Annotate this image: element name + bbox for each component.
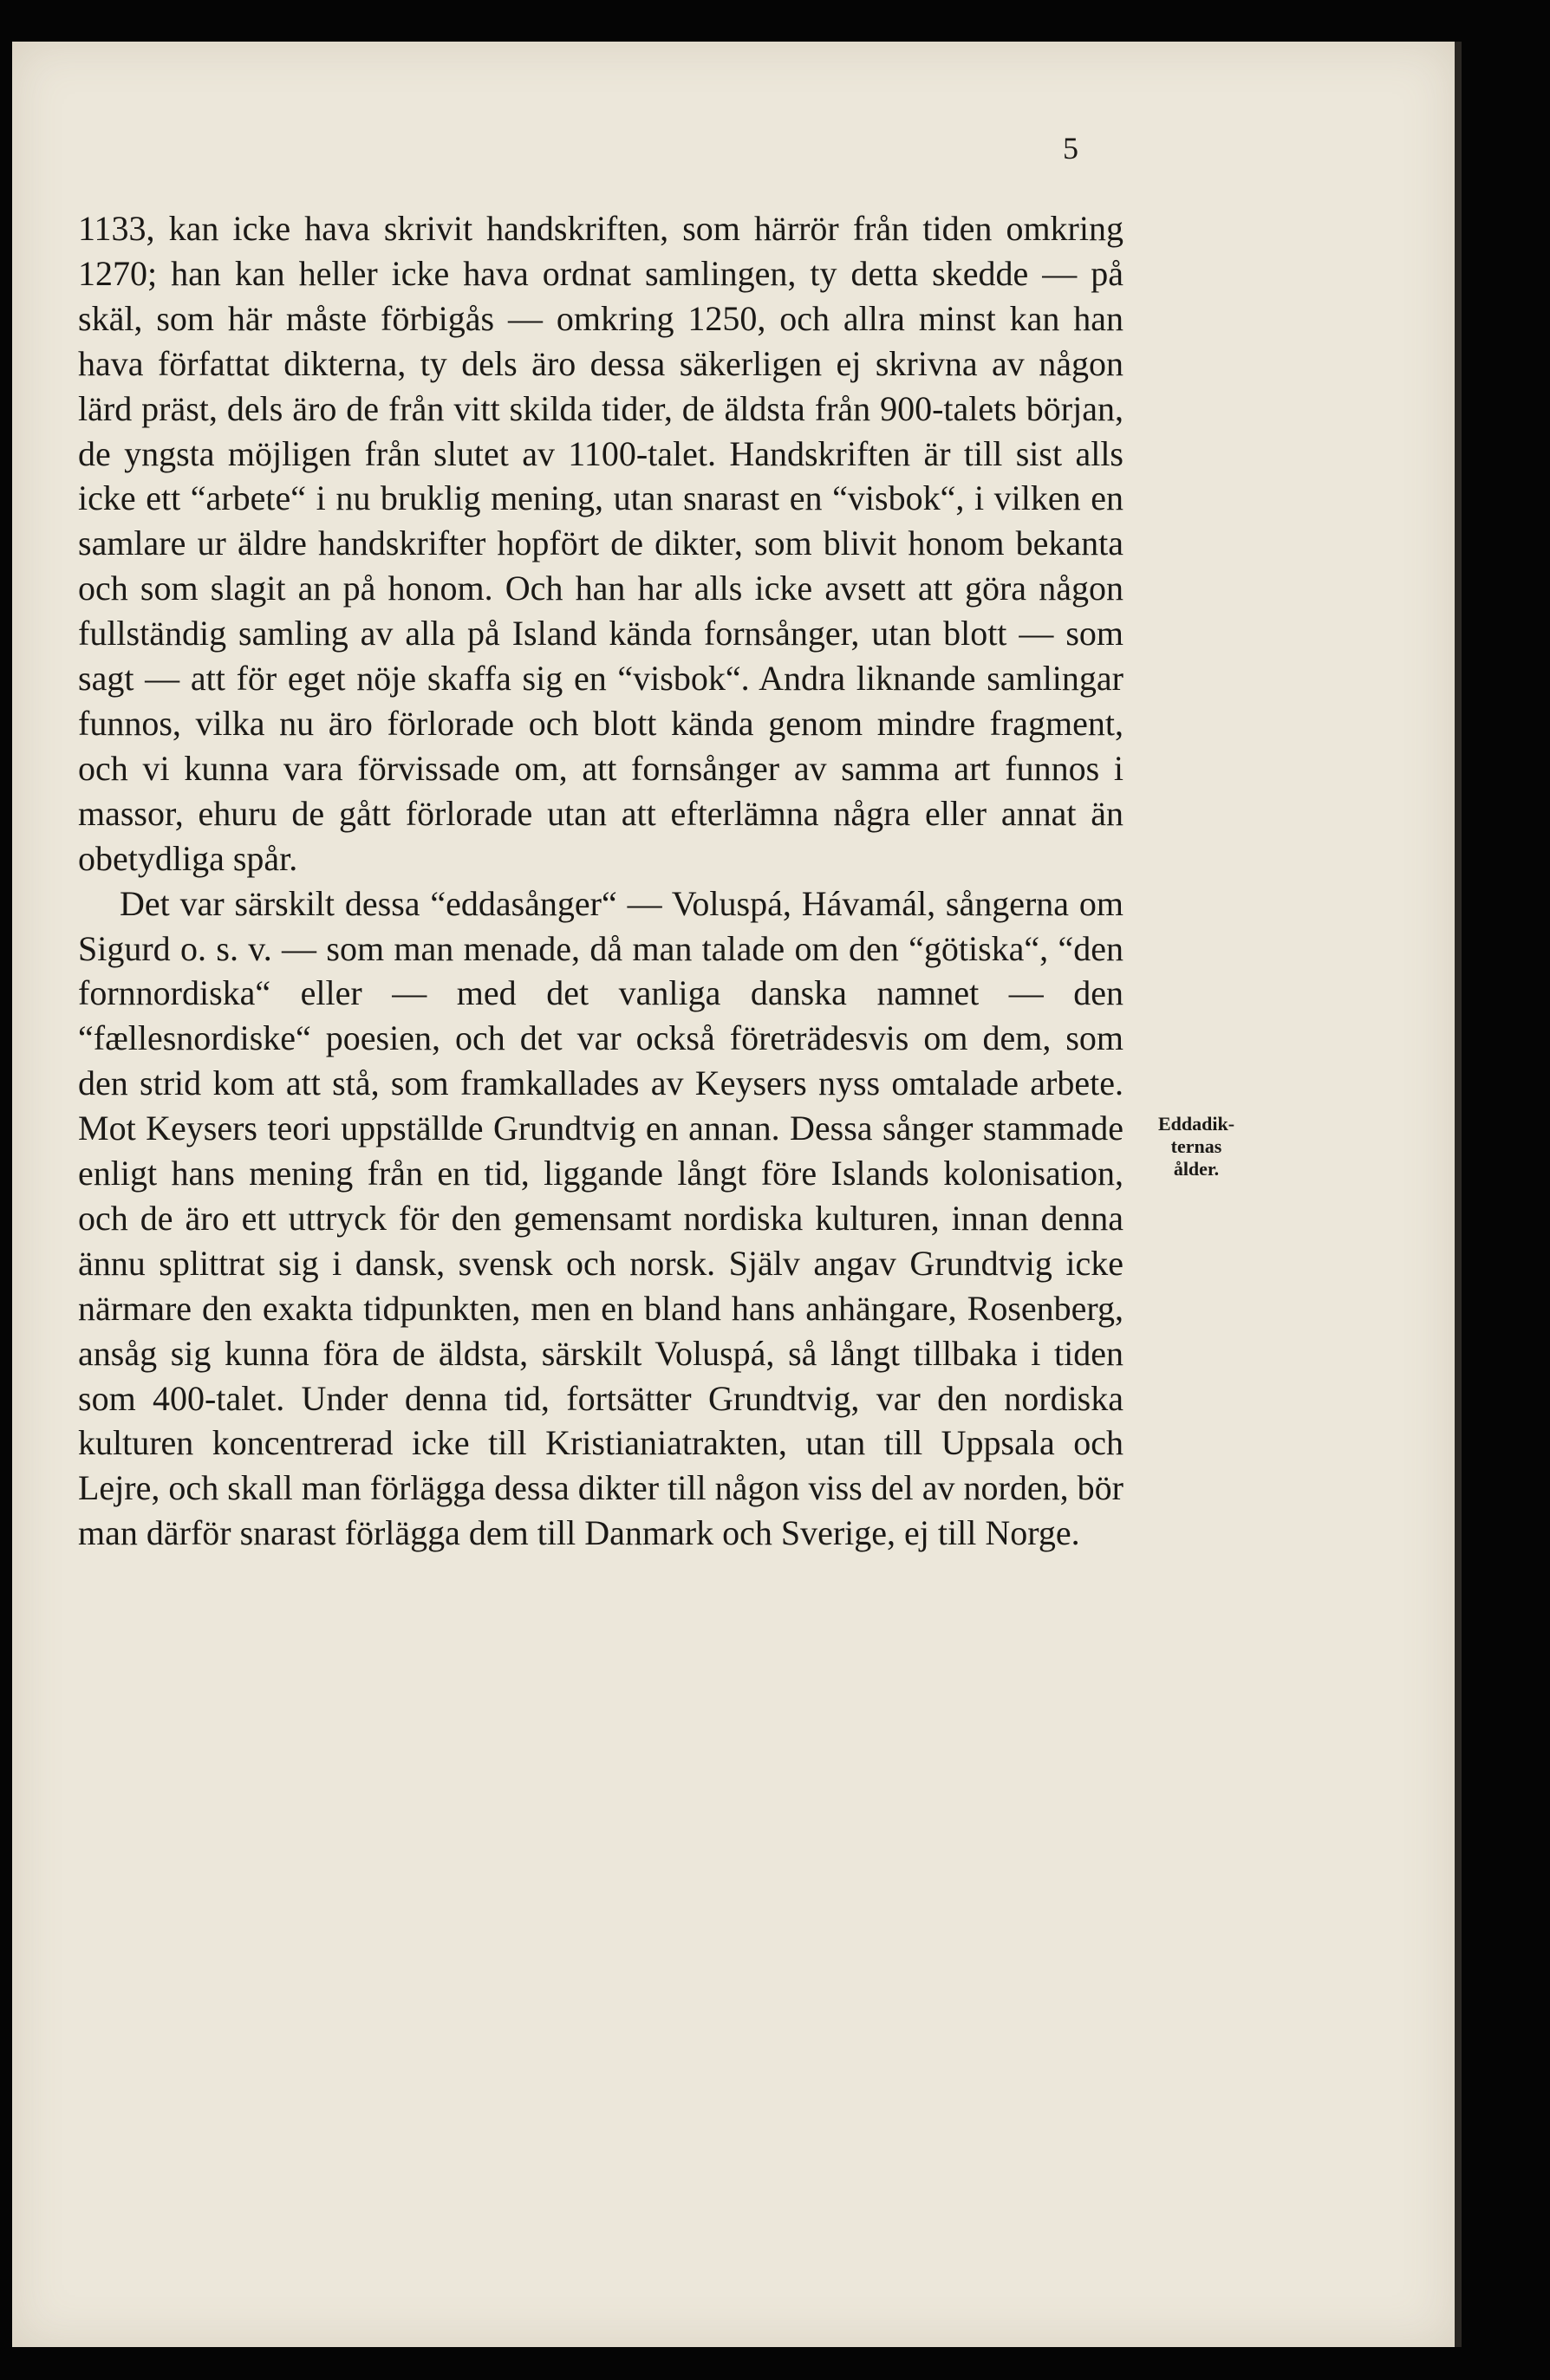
page-number: 5 [1063,131,1078,166]
body-text [78,206,1123,1556]
page-edge [1455,42,1462,2347]
margin-note: Eddadik- ternas ålder. [1157,1113,1235,1180]
paragraph-1: 1133, kan icke hava skrivit handskriften, som härrör från tiden omkring 1270; han kan heller icke hava ordnat samlingen, ty detta skedde — på skäl, som här måste förbigås — omkring 1250, och allra minst kan han hava författat dikterna, ty dels äro dessa säkerligen ej skrivna av någon lärd präst, dels äro de från vitt skilda tider, de äldsta från 900-talets början, de yngsta möjligen från slutet av 1100-talet. Handskriften är till sist alls icke ett “arbete“ i nu bruklig mening, utan snarast en “visbok“, i vilken en samlare ur äldre handskrifter hopfört de dikter, som blivit honom bekanta och som slagit an på honom. Och han har alls icke avsett att göra någon fullständig samling av alla på Island kända fornsånger, utan blott — som sagt — att för eget nöje skaffa sig en “visbok“. Andra liknande samlingar funnos, vilka nu äro förlorade och blott kända genom mindre fragment, och vi kunna vara förvissade om, att fornsånger av samma art funnos i massor, ehuru de gått förlorade utan att efterlämna några eller annat än obetydliga spår. [78,209,1123,878]
paragraph-2: Det var särskilt dessa “eddasånger“ — Voluspá, Hávamál, sångerna om Sigurd o. s. v. — som man menade, då man talade om den “götiska“, “den fornnordiska“ eller — med det vanliga danska namnet — den “fællesnordiske“ poesien, och det var också företrädesvis om dem, som den strid kom att stå, som framkallades av Keysers nyss omtalade arbete. Mot Keysers teori uppställde Grundtvig en annan. Dessa sånger stammade enligt hans mening från en tid, liggande långt före Islands kolonisation, och de äro ett uttryck för den gemensamt nordiska kulturen, innan denna ännu splittrat sig i dansk, svensk och norsk. Själv angav Grundtvig icke närmare den exakta tidpunkten, men en bland hans anhängare, Rosenberg, ansåg sig kunna föra de äldsta, särskilt Voluspá, så långt tillbaka i tiden som 400-talet. Under denna tid, fortsätter Grundtvig, var den nordiska kulturen koncentrerad icke till Kristianiatrakten, utan till Uppsala och Lejre, och skall man förlägga dessa dikter till någon viss del av norden, bör man därför snarast förlägga dem till Danmark och Sverige, ej till Norge. [78,883,1123,1553]
